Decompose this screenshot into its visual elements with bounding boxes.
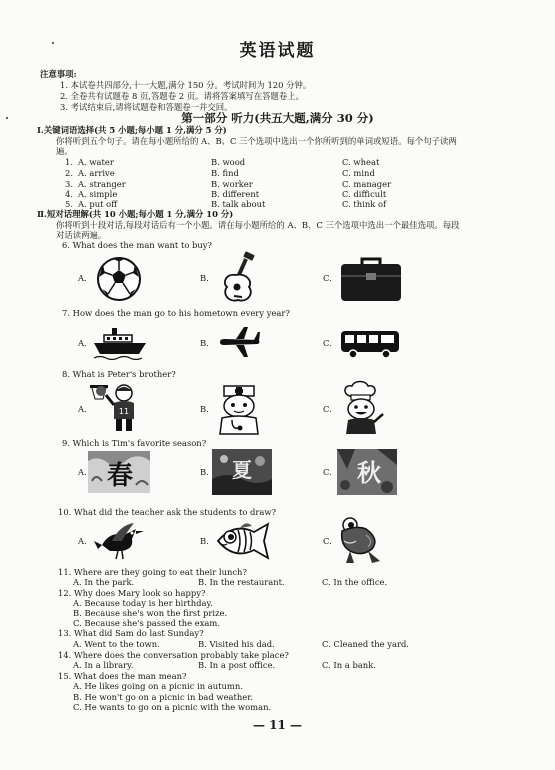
question-text: 9. Which is Tim's favorite season? bbox=[62, 438, 207, 448]
section1-instruction: 你将听到五个句子。请在每小题所给的 A、B、C 三个选项中选出一个你所听到的单词或短语。每个句子读两 bbox=[56, 136, 457, 146]
option-label-b: B. bbox=[200, 338, 209, 348]
option-label-a: A. bbox=[78, 536, 87, 546]
option-b: B. different bbox=[211, 189, 260, 199]
option-label-c: C. bbox=[323, 536, 332, 546]
option-b: B. find bbox=[211, 168, 239, 178]
option-c: C. think of bbox=[342, 199, 387, 209]
option-a: A. put off bbox=[78, 199, 118, 209]
doctor-icon bbox=[212, 380, 266, 436]
question-number: 1. bbox=[65, 157, 73, 167]
option-b: B. In the restaurant. bbox=[198, 577, 285, 587]
scan-speck bbox=[6, 117, 8, 119]
option-a: A. In a library. bbox=[73, 660, 134, 670]
option-a: A. He likes going on a picnic in autumn. bbox=[73, 681, 243, 691]
option-a: A. Went to the town. bbox=[73, 639, 160, 649]
option-c: C. manager bbox=[342, 179, 392, 189]
question-text: 15. What does the man mean? bbox=[58, 671, 187, 681]
briefcase-icon bbox=[338, 256, 404, 304]
option-c: C. mind bbox=[342, 168, 375, 178]
fish-icon bbox=[210, 516, 276, 566]
option-label-a: A. bbox=[78, 273, 87, 283]
basketball-player-icon bbox=[88, 381, 146, 433]
frog-icon bbox=[336, 515, 386, 567]
option-label-c: C. bbox=[323, 467, 332, 477]
autumn-picture bbox=[337, 449, 397, 495]
option-label-c: C. bbox=[323, 404, 332, 414]
option-b: B. Because she's won the first prize. bbox=[73, 608, 228, 618]
question-text: 12. Why does Mary look so happy? bbox=[58, 588, 206, 598]
option-c: C. In a bank. bbox=[322, 660, 376, 670]
question-text: 8. What is Peter's brother? bbox=[62, 369, 176, 379]
option-label-a: A. bbox=[78, 404, 87, 414]
question-number: 3. bbox=[65, 179, 73, 189]
scan-speck bbox=[52, 42, 54, 44]
section2-instruction: 你将听到十段对话,每段对话后有一个小题。请在每小题所给的 A、B、C 三个选项中选出一个最佳选项。每段 bbox=[56, 220, 460, 230]
option-a: A. arrive bbox=[78, 168, 115, 178]
page-number: — 11 — bbox=[252, 718, 303, 732]
bus-icon bbox=[339, 329, 401, 359]
option-c: C. Because she's passed the exam. bbox=[73, 618, 221, 628]
option-b: B. Visited his dad. bbox=[198, 639, 275, 649]
option-a: A. stranger bbox=[78, 179, 126, 189]
option-label-b: B. bbox=[200, 536, 209, 546]
soccer-ball-icon bbox=[95, 255, 143, 303]
option-label-a: A. bbox=[78, 467, 87, 477]
question-text: 6. What does the man want to buy? bbox=[62, 240, 212, 250]
option-a: A. In the park. bbox=[73, 577, 135, 587]
option-label-c: C. bbox=[323, 338, 332, 348]
section2-instruction: 对话读两遍。 bbox=[56, 230, 107, 240]
question-number: 2. bbox=[65, 168, 73, 178]
summer-picture bbox=[212, 449, 272, 495]
option-a: A. simple bbox=[78, 189, 118, 199]
chef-icon bbox=[336, 380, 386, 436]
option-b: B. worker bbox=[211, 179, 253, 189]
option-a: A. Because today is her birthday. bbox=[73, 598, 213, 608]
question-number: 4. bbox=[65, 189, 73, 199]
note-item: 3. 考试结束后,请将试题卷和答题卷一并交回。 bbox=[60, 102, 233, 112]
question-text: 14. Where does the conversation probably take place? bbox=[58, 650, 289, 660]
airplane-icon bbox=[218, 326, 262, 358]
guitar-icon bbox=[218, 251, 268, 305]
option-c: C. In the office. bbox=[322, 577, 388, 587]
option-b: B. In a post office. bbox=[198, 660, 276, 670]
summer-character: 夏 bbox=[232, 458, 252, 482]
part-title: 第一部分 听力(共五大题,满分 30 分) bbox=[181, 111, 374, 125]
ship-icon bbox=[92, 326, 148, 360]
spring-picture bbox=[88, 451, 150, 493]
section1-heading: Ⅰ.关键词语选择(共 5 小题;每小题 1 分,满分 5 分) bbox=[37, 125, 227, 135]
option-label-b: B. bbox=[200, 467, 209, 477]
option-c: C. Cleaned the yard. bbox=[322, 639, 409, 649]
bird-icon bbox=[92, 519, 148, 563]
option-label-c: C. bbox=[323, 273, 332, 283]
page-title: 英语试题 bbox=[239, 41, 316, 61]
option-label-b: B. bbox=[200, 273, 209, 283]
question-number: 5. bbox=[65, 199, 73, 209]
question-text: 11. Where are they going to eat their lunch? bbox=[58, 567, 247, 577]
option-a: A. water bbox=[78, 157, 114, 167]
spring-character: 春 bbox=[106, 461, 134, 491]
option-b: B. He won't go on a picnic in bad weather. bbox=[73, 692, 253, 702]
question-text: 10. What did the teacher ask the students to draw? bbox=[58, 507, 277, 517]
option-b: B. wood bbox=[211, 157, 246, 167]
note-item: 1. 本试卷共四部分,十一大题,满分 150 分。考试时间为 120 分钟。 bbox=[60, 80, 312, 90]
section1-instruction: 遍。 bbox=[56, 146, 73, 156]
autumn-character: 秋 bbox=[357, 458, 381, 487]
note-item: 2. 全卷共有试题卷 8 页,答题卷 2 页。请将答案填写在答题卷上。 bbox=[60, 91, 304, 101]
svg-text:11: 11 bbox=[118, 407, 130, 416]
question-text: 7. How does the man go to his hometown every year? bbox=[62, 308, 290, 318]
option-c: C. He wants to go on a picnic with the woman. bbox=[73, 702, 272, 712]
option-c: C. difficult bbox=[342, 189, 387, 199]
option-b: B. talk about bbox=[211, 199, 266, 209]
option-label-a: A. bbox=[78, 338, 87, 348]
option-c: C. wheat bbox=[342, 157, 380, 167]
section2-heading: Ⅱ.短对话理解(共 10 小题;每小题 1 分,满分 10 分) bbox=[37, 209, 234, 219]
question-text: 13. What did Sam do last Sunday? bbox=[58, 628, 204, 638]
notes-heading: 注意事项: bbox=[40, 69, 77, 79]
option-label-b: B. bbox=[200, 404, 209, 414]
